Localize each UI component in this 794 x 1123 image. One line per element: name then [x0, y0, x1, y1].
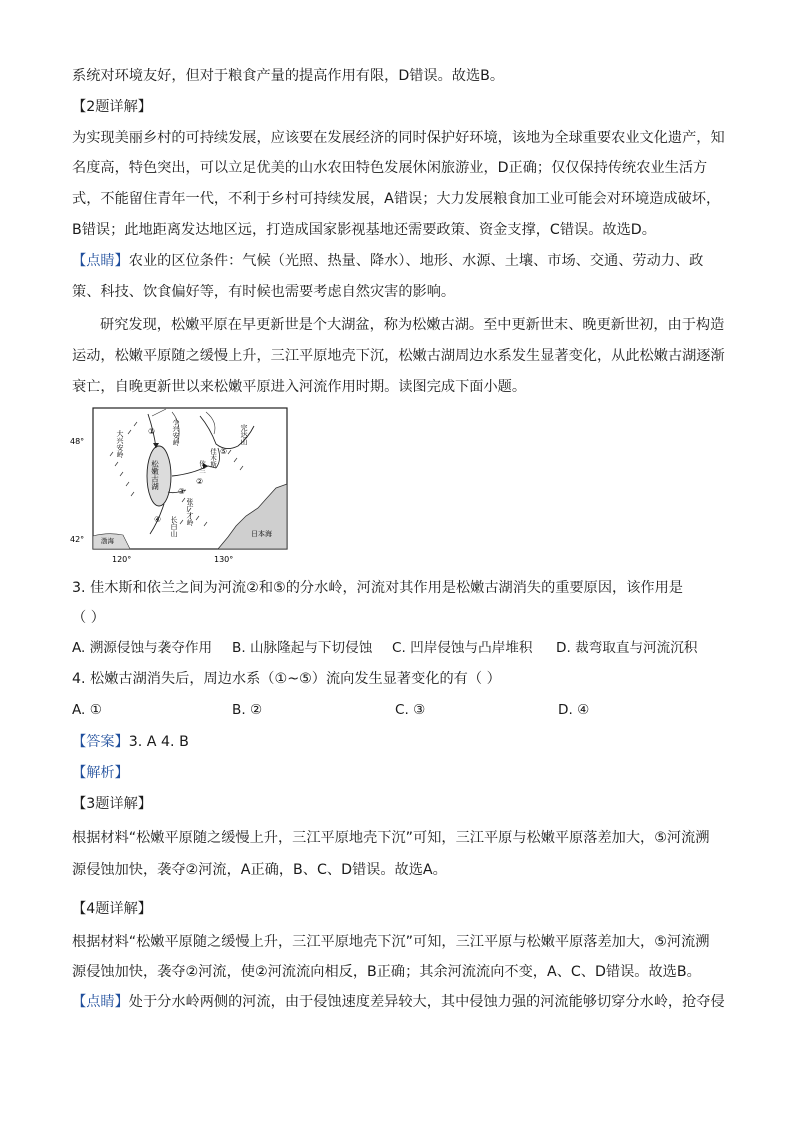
bohai-label: 渤海 — [101, 537, 114, 545]
q3-option-d[interactable]: D. 裁弯取直与河流沉积 — [556, 640, 698, 656]
yilan-label: 依兰 — [198, 460, 206, 473]
daxinganling-label: 大兴安岭 — [116, 430, 124, 458]
text-line: 策、科技、饮食偏好等，有时候也需要考虑自然灾害的影响。 — [72, 284, 456, 300]
marker-2: ② — [196, 477, 204, 486]
river-map-figure — [68, 404, 292, 574]
zhangguangcai-label: 张广才岭 — [186, 498, 194, 526]
lon-right-label: 130° — [214, 555, 234, 564]
text-line: 名度高，特色突出，可以立足优美的山水农田特色发展休闲旅游业，D正确；仅仅保持传统农业生活方 — [72, 160, 708, 176]
material-line: 运动，松嫩平原随之缓慢上升，三江平原地壳下沉，松嫩古湖周边水系发生显著变化，从此松嫩古湖逐渐 — [72, 348, 725, 364]
jiamusi-label: 佳木斯 — [209, 448, 217, 468]
tip-paragraph — [72, 251, 732, 271]
text-line: B错误；此地距离发达地区远，打造成国家影视基地还需要政策、资金支撑，C错误。故选D。 — [72, 222, 656, 238]
text-line: 系统对环境友好，但对于粮食产量的提高作用有限，D错误。故选B。 — [72, 68, 505, 84]
text-line: 根据材料“松嫩平原随之缓慢上升，三江平原地壳下沉”可知，三江平原与松嫩平原落差加大，⑤河流溯 — [72, 934, 710, 950]
q4-option-d[interactable]: D. ④ — [558, 702, 590, 718]
text-line: 为实现美丽乡村的可持续发展，应该要在发展经济的同时保护好环境，该地为全球重要农业文化遗产，知 — [72, 130, 725, 146]
material-line: 衰亡，自晚更新世以来松嫩平原进入河流作用时期。读图完成下面小题。 — [72, 379, 527, 395]
tip-label: 【点睛】 — [72, 253, 129, 269]
q4-option-b[interactable]: B. ② — [232, 702, 263, 718]
q3-stem: 3. 佳木斯和依兰之间为河流②和⑤的分水岭，河流对其作用是松嫩古湖消失的重要原因，该作用是 — [72, 580, 683, 596]
xiaoxinganling-label: 小兴安岭 — [172, 418, 180, 446]
marker-1: ① — [148, 427, 156, 436]
tip-label: 【点睛】 — [72, 994, 129, 1010]
text-line: 源侵蚀加快，袭夺②河流，使②河流流向相反，B正确；其余河流流向不变，A、C、D错误。故选B。 — [72, 964, 701, 980]
text-line: 源侵蚀加快，袭夺②河流，A正确，B、C、D错误。故选A。 — [72, 862, 447, 878]
text-line: 式，不能留住青年一代，不利于乡村可持续发展，A错误；大力发展粮食加工业可能会对环境造成破坏， — [72, 191, 721, 207]
answer-label: 【答案】 — [72, 734, 129, 750]
q4-header: 【4题详解】 — [72, 901, 152, 917]
lat-top-label: 48° — [70, 437, 85, 446]
analysis-label: 【解析】 — [72, 765, 129, 781]
changbai-label: 长白山 — [170, 516, 178, 537]
lake-label — [150, 459, 159, 492]
q3-option-b[interactable]: B. 山脉隆起与下切侵蚀 — [232, 640, 373, 656]
tip-text: 农业的区位条件：气候（光照、热量、降水）、地形、水源、土壤、市场、交通、劳动力、政 — [128, 253, 704, 269]
answer-line — [72, 732, 732, 752]
marker-4: ④ — [154, 515, 162, 524]
text-line: 根据材料“松嫩平原随之缓慢上升，三江平原地壳下沉”可知，三江平原与松嫩平原落差加大，⑤河流溯 — [72, 830, 710, 846]
tip-paragraph — [72, 992, 732, 1012]
q4-stem: 4. 松嫩古湖消失后，周边水系（①~⑤）流向发生显著变化的有（ ） — [72, 671, 501, 687]
marker-5: ⑤ — [220, 447, 228, 456]
q4-option-a[interactable]: A. ① — [72, 702, 102, 718]
material-line: 研究发现，松嫩平原在早更新世是个大湖盆，称为松嫩古湖。至中更新世末、晚更新世初，由于构造 — [100, 317, 725, 333]
svg-text:松嫩古湖: 松嫩古湖 — [150, 460, 160, 490]
tip-text: 处于分水岭两侧的河流，由于侵蚀速度差异较大，其中侵蚀力强的河流能够切穿分水岭，抢夺侵 — [128, 994, 725, 1010]
sea-label: 日本海 — [251, 530, 272, 538]
q2-header: 【2题详解】 — [72, 99, 152, 115]
q3-paren: （ ） — [72, 610, 105, 626]
q3-header: 【3题详解】 — [72, 796, 152, 812]
lon-left-label: 120° — [112, 555, 132, 564]
answer-text: 3. A 4. B — [128, 734, 189, 750]
lat-bottom-label: 42° — [70, 535, 85, 544]
q4-option-c[interactable]: C. ③ — [395, 702, 426, 718]
q3-option-c[interactable]: C. 凹岸侵蚀与凸岸堆积 — [392, 640, 533, 656]
marker-3: ③ — [178, 487, 186, 496]
wanda-label: 完达山 — [240, 424, 248, 445]
q3-option-a[interactable]: A. 溯源侵蚀与袭夺作用 — [72, 640, 213, 656]
